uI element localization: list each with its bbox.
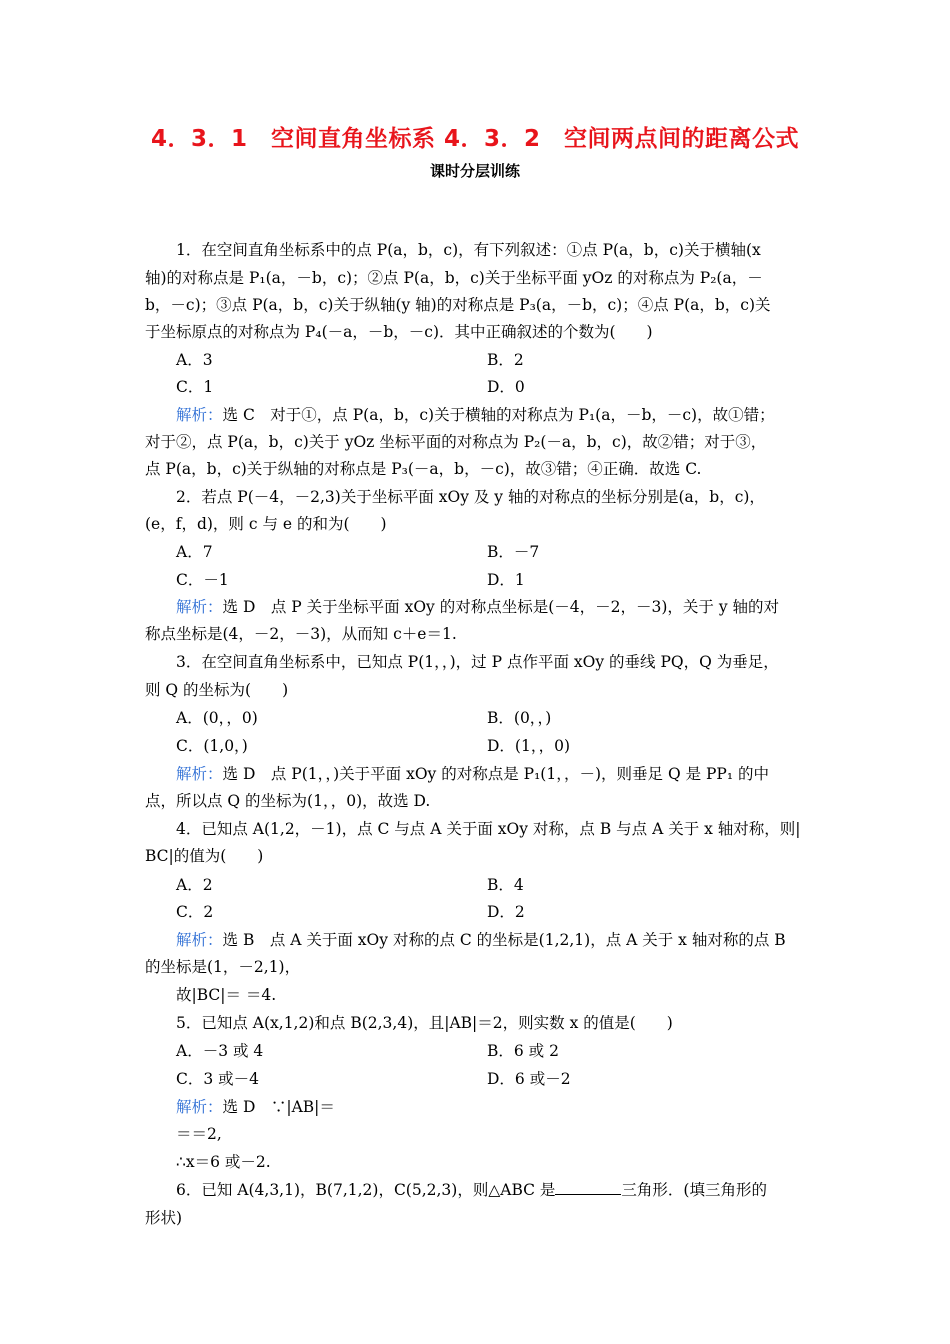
- answer-blank: [555, 1180, 621, 1195]
- question-5-option-d: D．6 或－2: [487, 1070, 571, 1088]
- question-3-analysis-line: 点，所以点 Q 的坐标为(1，，0)，故选 D.: [145, 792, 431, 810]
- question-4-line: 4．已知点 A(1,2，－1)，点 C 与点 A 关于面 xOy 对称，点 B 与点 A 关于 x 轴对称，则|: [176, 820, 801, 838]
- question-5-analysis-line: ∴x＝6 或－2.: [176, 1153, 271, 1171]
- question-1-option-d: D．0: [487, 378, 525, 396]
- question-1-line: 于坐标原点的对称点为 P₄(－a，－b，－c)．其中正确叙述的个数为( ): [145, 323, 653, 341]
- question-3-analysis: 解析：选 D 点 P(1，，)关于平面 xOy 的对称点是 P₁(1，，－)，则垂足 Q 是 PP₁ 的中: [176, 765, 770, 783]
- question-1-line: 轴)的对称点是 P₁(a，－b，c)；②点 P(a，b，c)关于坐标平面 yOz 的对称点为 P₂(a，－: [145, 269, 763, 287]
- question-4-line: BC|的值为( ): [145, 847, 264, 865]
- question-5-line: 5．已知点 A(x,1,2)和点 B(2,3,4)，且|AB|＝2，则实数 x 的值是( ): [176, 1014, 673, 1032]
- question-5-analysis-line: ＝＝2,: [176, 1125, 222, 1143]
- question-2-analysis-line: 称点坐标是(4，－2，－3)，从而知 c＋e＝1.: [145, 625, 457, 643]
- question-2-line: (e，f，d)，则 c 与 e 的和为( ): [145, 515, 387, 533]
- question-6-line: 6．已知 A(4,3,1)，B(7,1,2)，C(5,2,3)，则△ABC 是 三角形．(填三角形的: [176, 1181, 767, 1199]
- question-3-option-c: C．(1,0，): [176, 737, 248, 755]
- question-4-analysis-line: 的坐标是(1，－2,1)，: [145, 958, 301, 976]
- question-4-analysis-line: 故|BC|＝ ＝4.: [176, 986, 277, 1004]
- question-3-line: 则 Q 的坐标为( ): [145, 681, 289, 699]
- question-2-line: 2．若点 P(－4，－2,3)关于坐标平面 xOy 及 y 轴的对称点的坐标分别是(a，b，c)，: [176, 488, 765, 506]
- question-4-option-b: B．4: [487, 876, 524, 894]
- page-subtitle: 课时分层训练: [429, 162, 520, 180]
- question-1-option-b: B．2: [487, 351, 524, 369]
- page-title: 4．3．1 空间直角坐标系 4．3．2 空间两点间的距离公式: [150, 126, 800, 152]
- question-1-option-a: A．3: [176, 351, 213, 369]
- question-3-line: 3．在空间直角坐标系中，已知点 P(1，，)，过 P 点作平面 xOy 的垂线 PQ，Q 为垂足，: [176, 653, 779, 671]
- analysis-label: 解析：: [176, 598, 223, 616]
- question-4-option-c: C．2: [176, 903, 214, 921]
- question-1-line: b，－c)；③点 P(a，b，c)关于纵轴(y 轴)的对称点是 P₃(a，－b，c)；④点 P(a，b，c)关: [145, 296, 771, 314]
- question-5-option-b: B．6 或 2: [487, 1042, 559, 1060]
- question-3-option-d: D．(1，，0): [487, 737, 570, 755]
- question-2-option-d: D．1: [487, 571, 525, 589]
- question-4-option-d: D．2: [487, 903, 525, 921]
- question-1-line: 1．在空间直角坐标系中的点 P(a，b，c)，有下列叙述：①点 P(a，b，c)关于横轴(x: [176, 241, 761, 259]
- question-6-line: 形状): [145, 1209, 183, 1227]
- analysis-label: 解析：: [176, 931, 223, 949]
- question-3-option-a: A．(0，，0): [176, 709, 258, 727]
- question-2-option-a: A．7: [176, 543, 213, 561]
- question-4-analysis: 解析：选 B 点 A 关于面 xOy 对称的点 C 的坐标是(1,2,1)，点 A 关于 x 轴对称的点 B: [176, 931, 786, 949]
- question-1-option-c: C．1: [176, 378, 214, 396]
- analysis-label: 解析：: [176, 406, 223, 424]
- question-1-analysis: 解析：选 C 对于①，点 P(a，b，c)关于横轴的对称点为 P₁(a，－b，－c)，故①错；: [176, 406, 775, 424]
- question-2-analysis: 解析：选 D 点 P 关于坐标平面 xOy 的对称点坐标是(－4，－2，－3)，关于 y 轴的对: [176, 598, 780, 616]
- analysis-label: 解析：: [176, 765, 223, 783]
- question-1-analysis-line: 对于②，点 P(a，b，c)关于 yOz 坐标平面的对称点为 P₂(－a，b，c)，故②错；对于③，: [145, 433, 767, 451]
- question-5-option-a: A．－3 或 4: [176, 1042, 264, 1060]
- question-2-option-c: C．－1: [176, 571, 229, 589]
- question-1-analysis-line: 点 P(a，b，c)关于纵轴的对称点是 P₃(－a，b，－c)，故③错；④正确．故选 C.: [145, 460, 702, 478]
- question-5-analysis: 解析：选 D ∵|AB|＝: [176, 1098, 335, 1116]
- question-5-option-c: C．3 或－4: [176, 1070, 260, 1088]
- question-4-option-a: A．2: [176, 876, 213, 894]
- question-2-option-b: B．－7: [487, 543, 540, 561]
- question-3-option-b: B．(0，，): [487, 709, 552, 727]
- analysis-label: 解析：: [176, 1098, 223, 1116]
